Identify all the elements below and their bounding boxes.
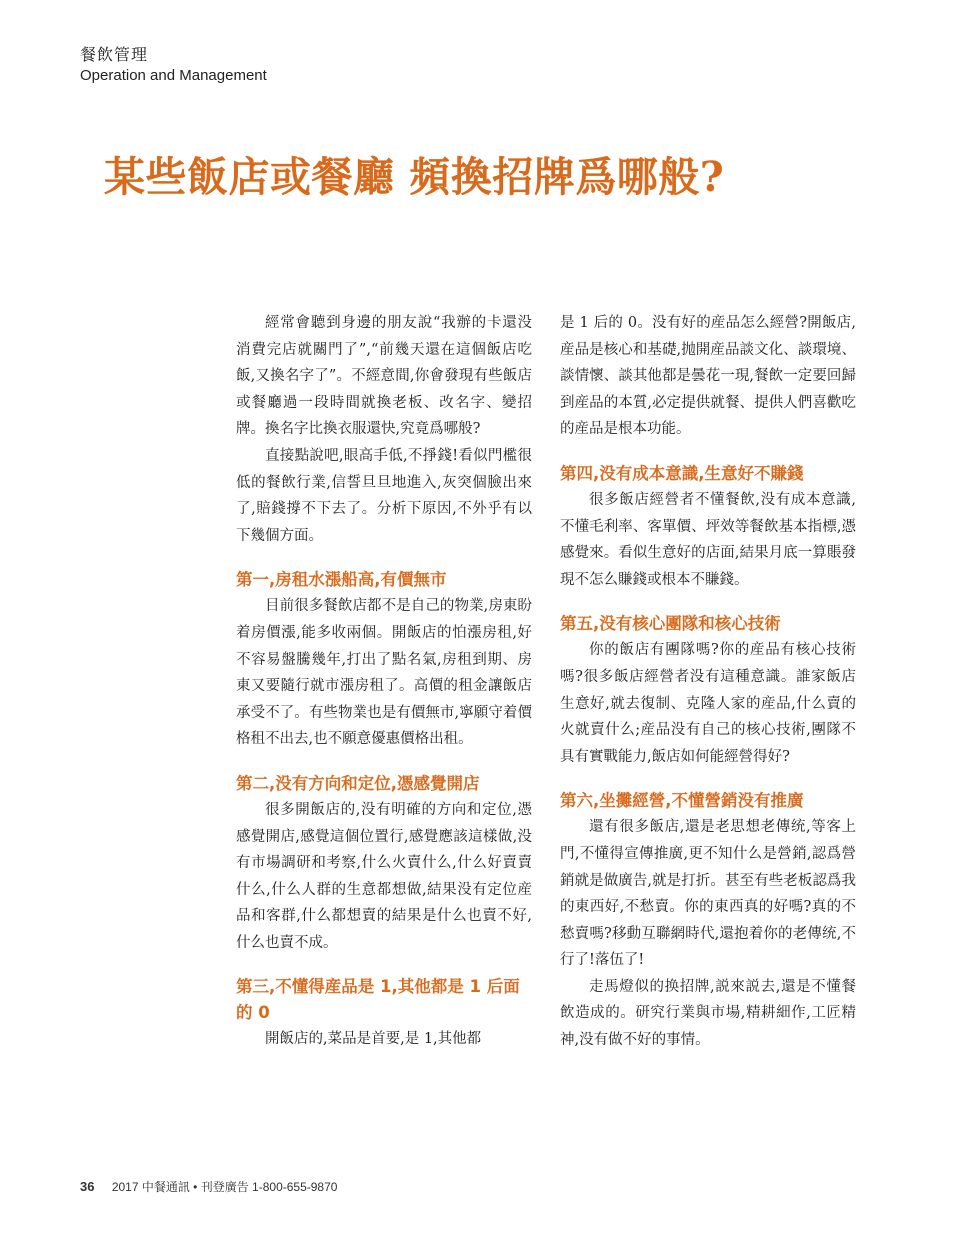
paragraph-first: 目前很多餐飲店都不是自己的物業,房東盼着房價漲,能多收兩個。開飯店的怕漲房租,好不容易盤騰幾年,打出了點名氣,房租到期、房東又要隨行就市漲房租了。高價的租金讓飯店承受不了。有些物業也是有價無市,寧願守着價格租不出去,也不願意優惠價格出租。 [236, 598, 532, 748]
heading-sixth: 第六,坐攤經營,不懂營銷没有推廣 [560, 791, 804, 811]
article-title: 某些飯店或餐廳 頻換招牌爲哪般? [104, 153, 725, 201]
article-column-left [236, 310, 532, 1053]
section-header [80, 42, 267, 84]
heading-third: 第三,不懂得産品是 1,其他都是 1 后面的 0 [236, 977, 520, 1023]
paragraph-third-end: 是 1 后的 0。没有好的産品怎么經營?開飯店,産品是核心和基礎,抛開産品談文化、談環境、談情懷、談其他都是曇花一現,餐飲一定要回歸到産品的本質,必定提供就餐、提供人們喜歡吃的産品是根本功能。 [560, 315, 856, 438]
paragraph-sixth: 還有很多飯店,還是老思想老傳统,等客上門,不懂得宣傳推廣,更不知什么是營銷,認爲營銷就是做廣告,就是打折。甚至有些老板認爲我的東西好,不愁賣。你的東西真的好嗎?真的不愁賣嗎?移動互聯網時代,還抱着你的老傳统,不行了!落伍了! [560, 819, 856, 969]
section-title-en: Operation and Management [80, 67, 267, 84]
page-number: 36 [80, 1179, 95, 1194]
paragraph-reason: 直接點說吧,眼高手低,不掙錢!看似門檻很低的餐飲行業,信誓旦旦地進入,灰突個臉出來了,賠錢撐不下去了。分析下原因,不外乎有以下幾個方面。 [236, 447, 532, 544]
heading-second: 第二,没有方向和定位,憑感覺開店 [236, 773, 480, 793]
paragraph-intro: 經常會聽到身邊的朋友說“我辦的卡還没消費完店就關門了”,“前幾天還在這個飯店吃飯,又換名字了”。不經意間,你會發現有些飯店或餐廳過一段時間就換老板、改名字、變招牌。換名字比換衣服還快,究竟爲哪般? [236, 315, 532, 438]
heading-fifth: 第五,没有核心團隊和核心技術 [560, 614, 781, 634]
page-footer [80, 1178, 337, 1195]
paragraph-conclusion: 走馬燈似的换招牌,説來説去,還是不懂餐飲造成的。研究行業與市場,精耕細作,工匠精神,没有做不好的事情。 [560, 978, 856, 1049]
section-title-cn: 餐飲管理 [80, 45, 149, 64]
footer-text: 2017 中餐通訊 • 刊登廣告 1-800-655-9870 [111, 1180, 338, 1194]
paragraph-fourth: 很多飯店經營者不懂餐飲,没有成本意識,不懂毛利率、客單價、坪效等餐飲基本指標,憑感覺來。看似生意好的店面,結果月底一算賬發現不怎么賺錢或根本不賺錢。 [560, 491, 856, 588]
paragraph-fifth: 你的飯店有團隊嗎?你的産品有核心技術嗎?很多飯店經營者没有這種意識。誰家飯店生意好,就去復制、克隆人家的産品,什么賣的火就賣什么;産品没有自己的核心技術,團隊不具有實戰能力,飯店如何能經營得好? [560, 642, 856, 765]
article-column-right [560, 310, 856, 1054]
heading-first: 第一,房租水漲船高,有價無市 [236, 570, 447, 590]
paragraph-third-start: 開飯店的,菜品是首要,是 1,其他都 [265, 1031, 482, 1048]
paragraph-second: 很多開飯店的,没有明確的方向和定位,憑感覺開店,感覺這個位置行,感覺應該這樣做,没有市場調研和考察,什么火賣什么,什么好賣賣什么,什么人群的生意都想做,結果没有定位産品和客群,什么都想賣的結果是什么也賣不好,什么也賣不成。 [236, 801, 532, 951]
heading-fourth: 第四,没有成本意識,生意好不賺錢 [560, 463, 804, 483]
